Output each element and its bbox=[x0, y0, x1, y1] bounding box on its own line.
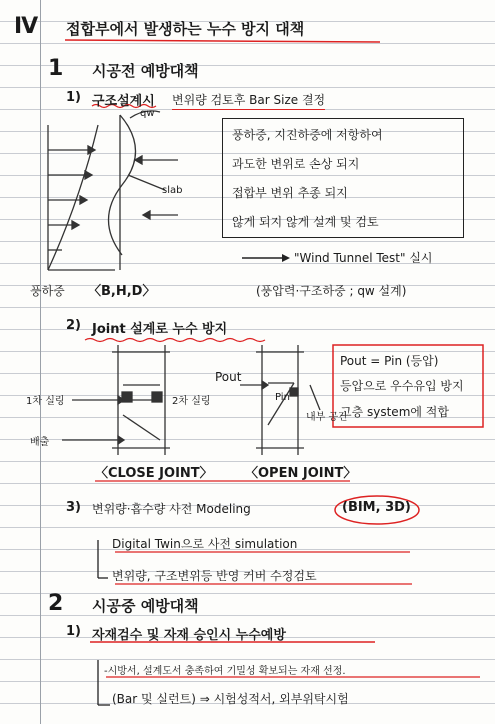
close-joint-diagram bbox=[62, 345, 170, 455]
fig-gap-label: 내부 공간 bbox=[306, 412, 348, 423]
box-line-1: 풍하중, 지진하중에 저항하여 bbox=[232, 128, 383, 142]
pressure-formula: Pout = Pin (등압) bbox=[340, 354, 439, 368]
section-2-number: 2 bbox=[48, 591, 64, 616]
bim-3d-label: (BIM, 3D) bbox=[342, 500, 411, 515]
fig-pout-label: Pout bbox=[215, 370, 242, 384]
wind-load-label: 풍하중 bbox=[30, 284, 65, 298]
item-1-2-number: 2) bbox=[66, 318, 81, 333]
fig-drain-label: 배출 bbox=[30, 437, 50, 448]
fig-slab-label: slab bbox=[162, 185, 183, 196]
digital-twin-note: Digital Twin으로 사전 simulation bbox=[112, 537, 298, 551]
box-line-2: 과도한 변위로 손상 되지 bbox=[232, 157, 360, 171]
section-2-heading: 시공중 예방대책 bbox=[92, 597, 199, 615]
box-line-3: 접합부 변위 추종 되지 bbox=[232, 186, 348, 200]
item-2-1-text: 자재검수 및 자재 승인시 누수예방 bbox=[92, 628, 286, 643]
item-1-1-text: 변위량 검토후 Bar Size 결정 bbox=[172, 91, 325, 110]
item-1-1-label: 구조설계시 bbox=[92, 94, 155, 109]
open-joint-label: 〈OPEN JOINT〉 bbox=[245, 466, 357, 481]
bhd-label: 〈B,H,D〉 bbox=[88, 284, 156, 299]
fig-pin-label: Pin bbox=[275, 392, 290, 403]
close-joint-label: 〈CLOSE JOINT〉 bbox=[95, 466, 213, 481]
box-line-4: 않게 되지 않게 설계 및 검토 bbox=[232, 215, 379, 229]
wind-pressure-note: (풍압력·구조하중 ; qw 설계) bbox=[256, 284, 407, 298]
item-1-1-number: 1) bbox=[66, 90, 81, 105]
wind-load-diagram bbox=[48, 111, 178, 270]
fig-qw-label: qw bbox=[140, 108, 155, 119]
item-2-1-number: 1) bbox=[66, 624, 81, 639]
item-1-2-text: Joint 설계로 누수 방지 bbox=[92, 322, 228, 337]
fig-primary-seal-label: 1차 실링 bbox=[26, 396, 65, 407]
high-rise-note: 고층 system에 적합 bbox=[340, 405, 449, 419]
test-report-note: (Bar 및 실런트) ⇒ 시험성적서, 외부위탁시험 bbox=[112, 692, 349, 706]
material-selection-note: -시방서, 설계도서 충족하여 기밀성 확보되는 자재 선정. bbox=[104, 666, 346, 677]
section-1-heading: 시공전 예방대책 bbox=[92, 62, 199, 80]
wind-tunnel-note: "Wind Tunnel Test" 실시 bbox=[294, 251, 433, 265]
section-roman-number: Ⅳ bbox=[14, 14, 39, 39]
section-1-number: 1 bbox=[48, 56, 64, 81]
page-title: 접합부에서 발생하는 누수 방지 대책 bbox=[66, 20, 305, 38]
fig-secondary-seal-label: 2차 실링 bbox=[172, 396, 211, 407]
item-1-3-text: 변위량·흡수량 사전 Modeling bbox=[92, 502, 251, 516]
item-1-3-number: 3) bbox=[66, 500, 81, 515]
equal-pressure-note: 등압으로 우수유입 방지 bbox=[340, 379, 464, 393]
displacement-review-note: 변위량, 구조변위등 반영 커버 수정검토 bbox=[112, 569, 317, 583]
